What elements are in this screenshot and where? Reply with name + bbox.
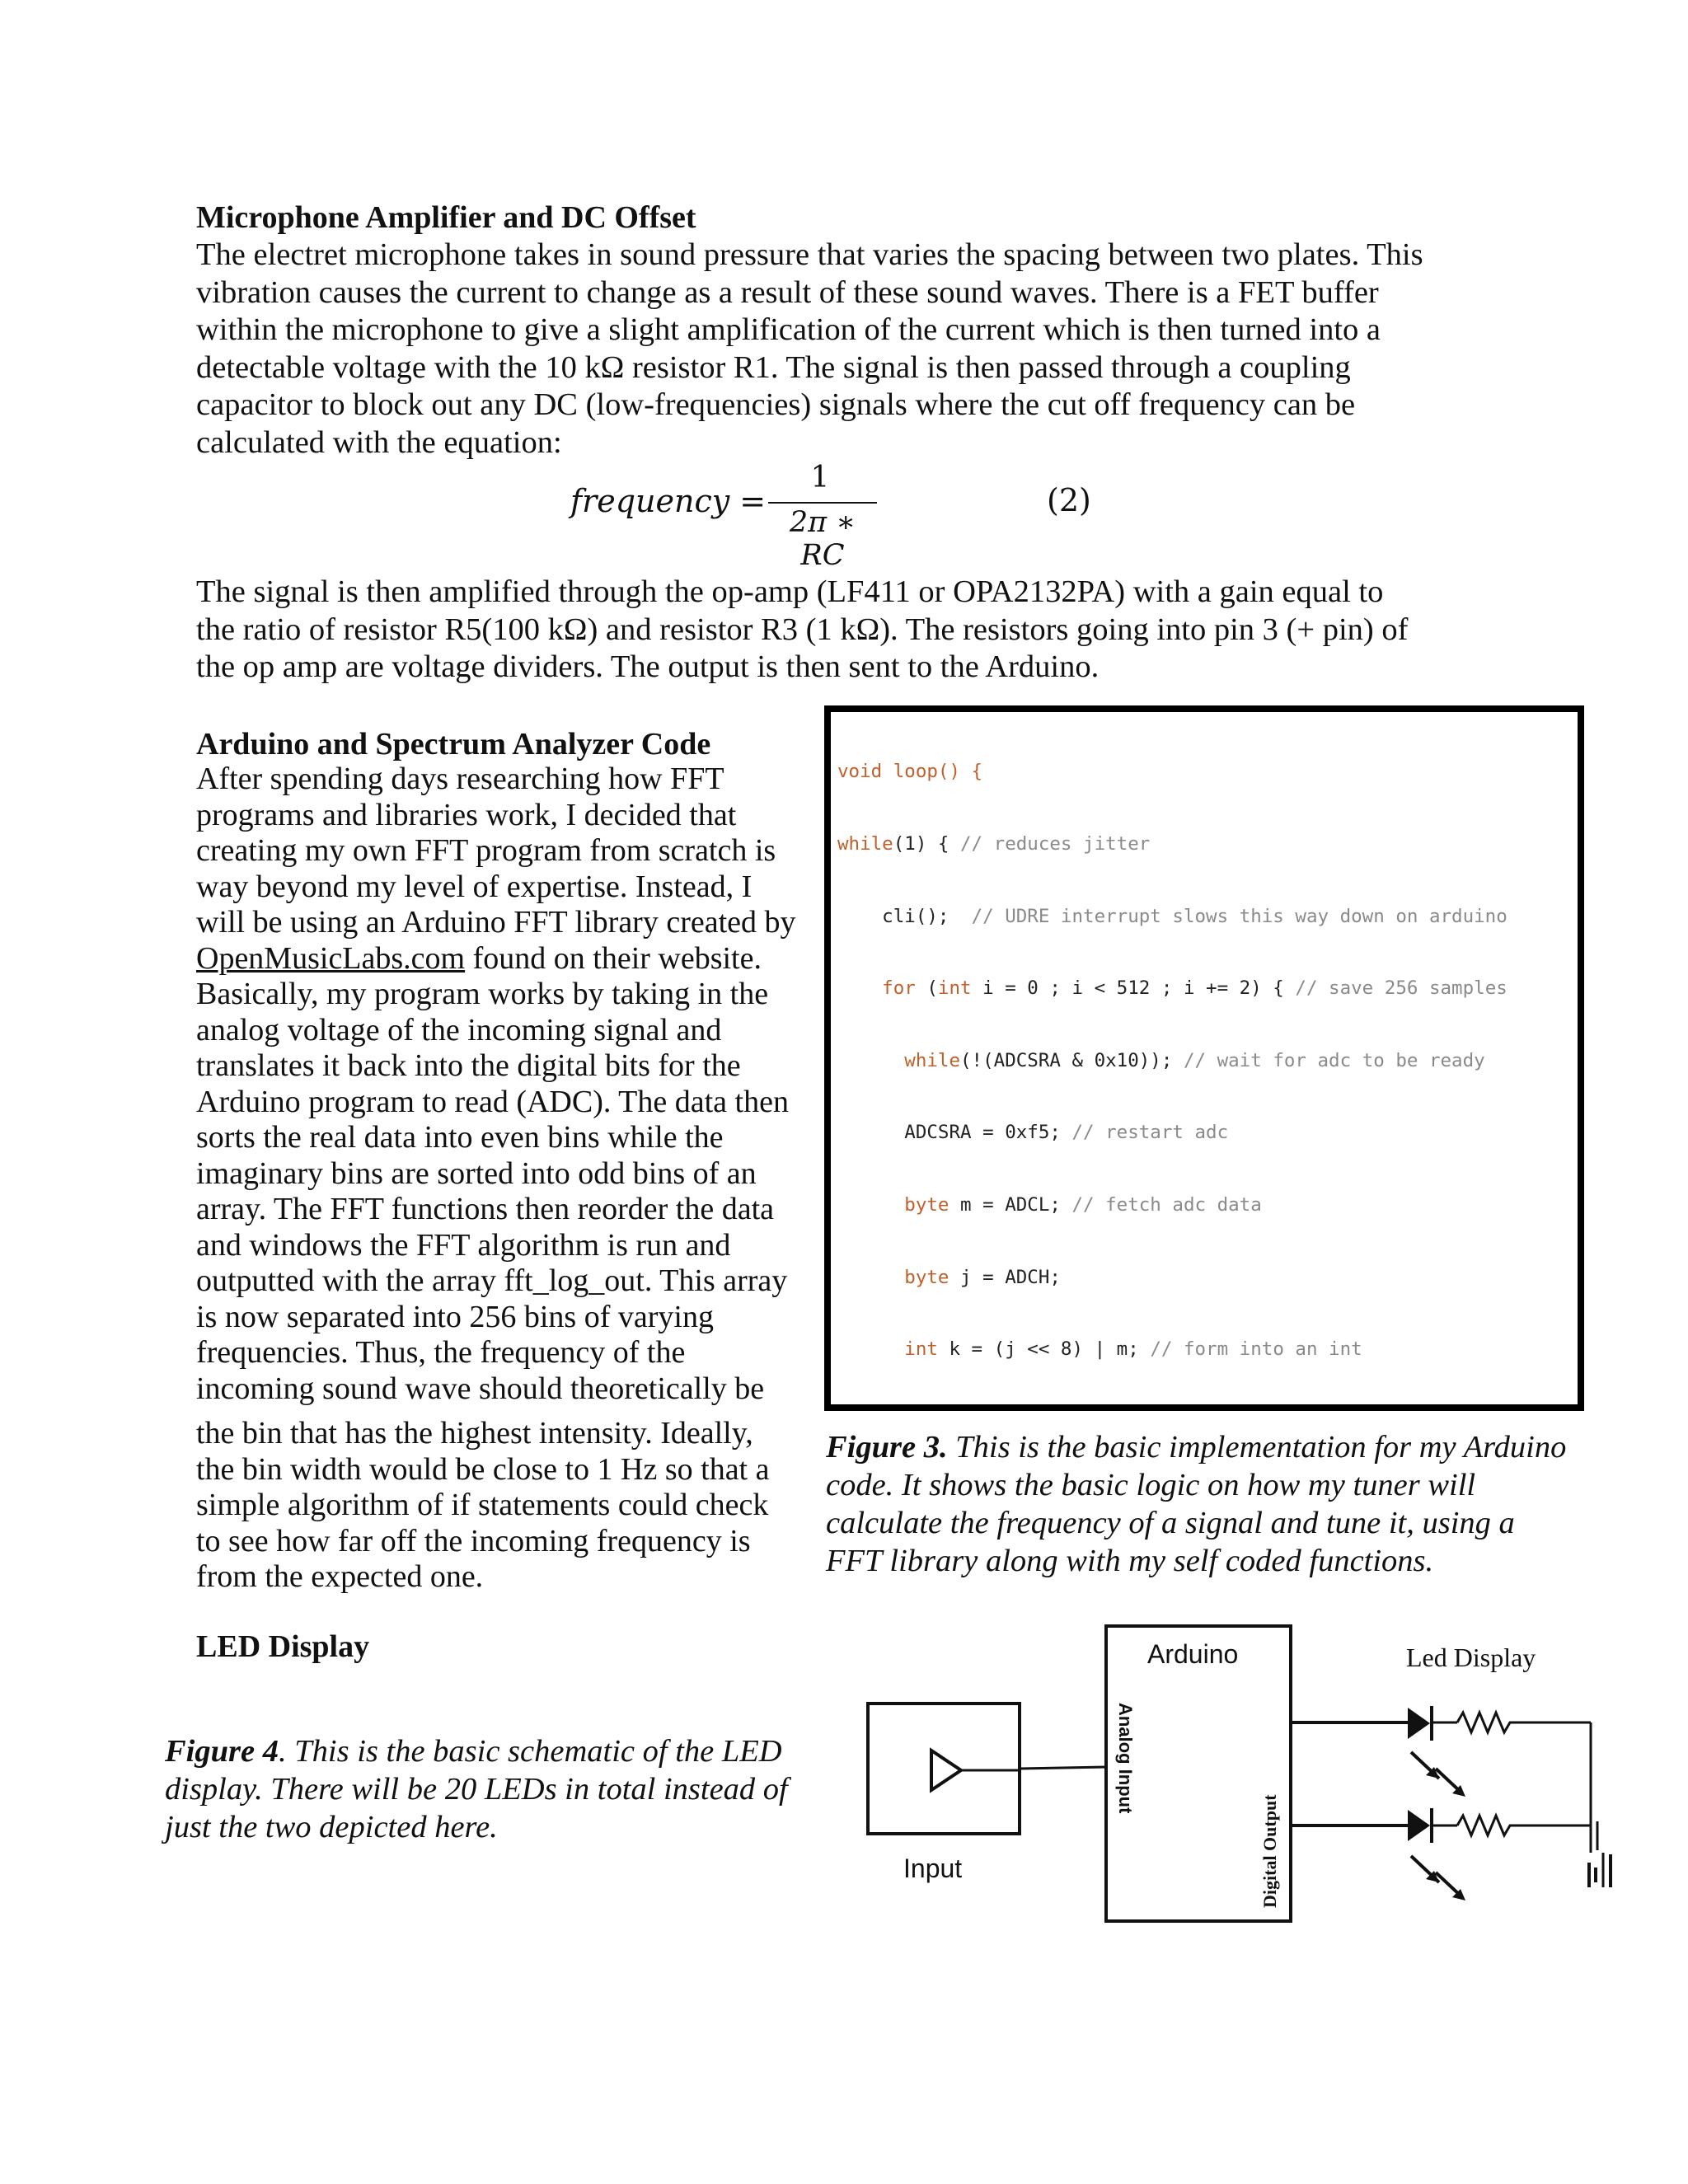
text-line: is now separated into 256 bins of varying xyxy=(196,1299,714,1334)
fraction-bar xyxy=(768,502,877,504)
text-line: Arduino program to read (ADC). The data then xyxy=(196,1084,789,1119)
text-line: vibration causes the current to change as a result of these sound waves. There is a FET buffer xyxy=(196,274,1379,310)
text-line: within the microphone to give a slight amplification of the current which is then turned into a xyxy=(196,312,1381,347)
text-line: from the expected one. xyxy=(196,1559,484,1594)
text-line: the ratio of resistor R5(100 kΩ) and resistor R3 (1 kΩ). The resistors going into pin 3 (+ pin) of xyxy=(196,612,1409,647)
caption-line: . This is the basic schematic of the LED xyxy=(278,1734,782,1769)
caption-line: code. It shows the basic logic on how my tuner will xyxy=(826,1468,1476,1502)
code-line: int k = (j << 8) | m; // form into an int xyxy=(837,1338,1362,1361)
input-label: Input xyxy=(903,1854,963,1883)
openmusiclabs-link[interactable]: OpenMusicLabs.com xyxy=(196,940,466,976)
code-line: byte j = ADCH; xyxy=(837,1266,1061,1288)
led-display-label: Led Display xyxy=(1406,1643,1536,1672)
caption-line: This is the basic implementation for my Arduino xyxy=(947,1430,1567,1465)
led-schematic xyxy=(857,1615,1648,1937)
text-line: calculated with the equation: xyxy=(196,424,562,460)
text-line: the bin that has the highest intensity. Ideally, xyxy=(196,1416,753,1451)
equation-number: (2) xyxy=(1047,482,1091,518)
input-box xyxy=(868,1704,1020,1834)
code-line: for (int i = 0 ; i < 512 ; i += 2) { // save 256 samples xyxy=(837,977,1507,1000)
text-line: simple algorithm of if statements could check xyxy=(196,1488,769,1522)
text-line: incoming sound wave should theoretically be xyxy=(196,1371,765,1406)
caption-line: FFT library along with my self coded functions. xyxy=(826,1544,1434,1578)
text-line: way beyond my level of expertise. Instead, I xyxy=(196,869,753,904)
figure4-label: Figure 4 xyxy=(165,1734,279,1769)
code-line: cli(); // UDRE interrupt slows this way down on arduino xyxy=(837,905,1507,927)
text-line: imaginary bins are sorted into odd bins of an xyxy=(196,1155,757,1191)
paragraph-microphone xyxy=(196,237,1423,462)
code-line: byte m = ADCL; // fetch adc data xyxy=(837,1193,1262,1216)
link-suffix: found on their website. xyxy=(465,940,762,976)
text-line: array. The FFT functions then reorder the data xyxy=(196,1192,775,1226)
caption-line: display. There will be 20 LEDs in total instead of xyxy=(165,1772,788,1807)
text-line: The electret microphone takes in sound pressure that varies the spacing between two plates. This xyxy=(196,237,1423,272)
text-line: will be using an Arduino FFT library created by xyxy=(196,905,796,940)
paragraph-opamp xyxy=(196,574,1408,687)
figure3-caption xyxy=(826,1428,1566,1580)
text-line: analog voltage of the incoming signal and xyxy=(196,1012,722,1047)
text-line xyxy=(196,941,796,977)
text-line: The signal is then amplified through the op-amp (LF411 or OPA2132PA) with a gain equal to xyxy=(196,574,1384,609)
section-heading-led: LED Display xyxy=(196,1629,370,1664)
text-line: translates it back into the digital bits for the xyxy=(196,1048,741,1083)
code-screenshot xyxy=(824,705,1584,1411)
text-line: the op amp are voltage dividers. The output is then sent to the Arduino. xyxy=(196,649,1100,684)
analog-input-label: Analog Input xyxy=(1115,1703,1136,1814)
code-block xyxy=(837,712,1584,1411)
equation-lhs: frequency = xyxy=(570,483,767,519)
code-line: while(!(ADCSRA & 0x10)); // wait for adc to be ready xyxy=(837,1049,1485,1071)
led-icon xyxy=(1408,1810,1430,1841)
digital-output-label: Digital Output xyxy=(1259,1794,1280,1908)
section-heading-arduino: Arduino and Spectrum Analyzer Code xyxy=(196,727,711,762)
figure4-caption xyxy=(165,1732,788,1846)
equation-numerator: 1 xyxy=(810,461,830,494)
text-line: to see how far off the incoming frequency is xyxy=(196,1523,751,1558)
code-line: void loop() { xyxy=(837,761,983,783)
section-heading-microphone: Microphone Amplifier and DC Offset xyxy=(196,200,696,235)
resistor-icon xyxy=(1457,1713,1591,1732)
code-line: ADCSRA = 0xf5; // restart adc xyxy=(837,1122,1229,1144)
paragraph-arduino xyxy=(196,762,796,1407)
paragraph-arduino-cont xyxy=(196,1416,770,1596)
code-line xyxy=(837,1410,1584,1411)
text-line: detectable voltage with the 10 kΩ resistor R1. The signal is then passed through a coupling xyxy=(196,349,1351,385)
text-line: and windows the FFT algorithm is run and xyxy=(196,1227,731,1263)
resistor-icon xyxy=(1457,1816,1591,1835)
code-line: while(1) { // reduces jitter xyxy=(837,833,1151,855)
arduino-label: Arduino xyxy=(1147,1639,1239,1669)
text-line: creating my own FFT program from scratch is xyxy=(196,833,776,868)
text-line: capacitor to block out any DC (low-frequencies) signals where the cut off frequency can be xyxy=(196,387,1356,422)
led-icon xyxy=(1408,1708,1430,1739)
text-line: programs and libraries work, I decided that xyxy=(196,797,737,832)
signal-wire xyxy=(1020,1767,1106,1769)
text-line: outputted with the array fft_log_out. This array xyxy=(196,1263,788,1298)
text-line: frequencies. Thus, the frequency of the xyxy=(196,1335,686,1370)
figure3-label: Figure 3. xyxy=(826,1430,948,1465)
text-line: sorts the real data into even bins while the xyxy=(196,1120,724,1155)
text-line: Basically, my program works by taking in the xyxy=(196,977,769,1011)
caption-line: just the two depicted here. xyxy=(165,1810,498,1844)
text-line: After spending days researching how FFT xyxy=(196,762,724,796)
text-line: the bin width would be close to 1 Hz so that a xyxy=(196,1451,770,1487)
equation-denominator: 2π ∗ RC xyxy=(789,506,856,572)
caption-line: calculate the frequency of a signal and tune it, using a xyxy=(826,1506,1515,1540)
